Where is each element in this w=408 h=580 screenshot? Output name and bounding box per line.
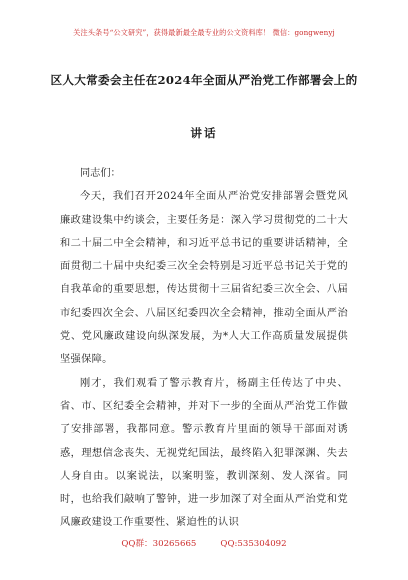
footer-qq-group: QQ群：30265665 <box>121 539 197 549</box>
footer-contact <box>0 537 408 549</box>
header-promo-note: 关注头条号“公文研究”，获得最新最全最专业的公文资料库！ 微信：gongwenyj <box>73 28 335 37</box>
document-body <box>60 162 348 535</box>
body-paragraph-1: 今天，我们召开2024年全面从严治党安排部署会暨党风廉政建设集中约谈会，主要任务是：深入学习贯彻党的二十大和二十届二中全会精神，和习近平总书记的重要讲话精神，全面贯彻二十届中央纪委三次全会特别是习近平总书记关于党的自我革命的重要思想，传达贯彻十三届省纪委三次全会、八届市纪委四次全会、八届区纪委四次全会精神，推动全面从严治党、党风廉政建设向纵深发展，为*人大工作高质量发展提供坚强保障。 <box>60 191 348 366</box>
body-paragraph-2: 刚才，我们观看了警示教育片，杨副主任传达了中央、省、市、区纪委全会精神，并对下一步的全面从严治党工作做了安排部署，我都同意。警示教育片里面的领导干部面对诱惑，理想信念丧失、无视党纪国法，最终陷入犯罪深渊、失去人身自由。以案说法，以案明鉴，教训深刻、发人深省。同时，也给我们敲响了警钟，进一步加深了对全面从严治党和党风廉政建设工作重要性、紧迫性的认识 <box>60 377 348 529</box>
salutation: 同志们： <box>80 168 121 179</box>
document-title-line-2: 讲话 <box>190 126 218 140</box>
document-title-line-1: 区人大常委会主任在2024年全面从严治党工作部署会上的 <box>50 73 358 87</box>
footer-qq-number: QQ:535304092 <box>220 539 287 549</box>
